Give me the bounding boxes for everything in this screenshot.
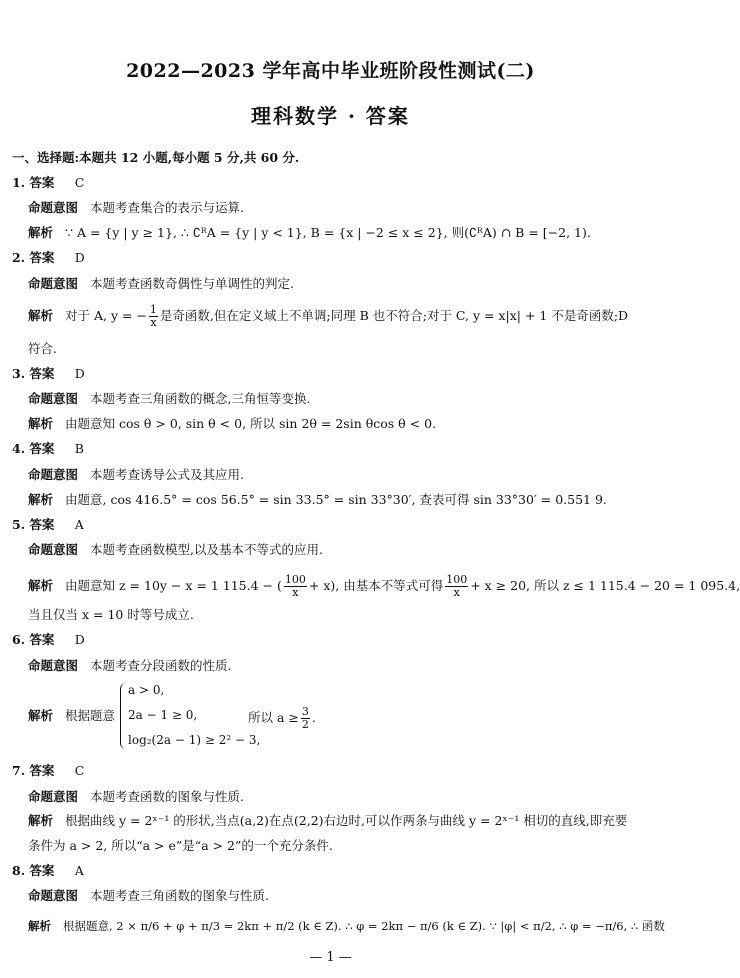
fraction (445, 574, 468, 599)
analysis-label: 解析 (28, 919, 51, 933)
case-row: a > 0, (128, 683, 165, 697)
question-number: 1. (12, 175, 26, 190)
question-5-intent (28, 542, 323, 558)
analysis-label: 解析 (28, 708, 54, 723)
intent-text: 本题考查函数模型,以及基本不等式的应用. (90, 542, 323, 557)
question-2-analysis (28, 304, 628, 329)
analysis-text: ∵ A = {y | y ≥ 1}, ∴ ∁ᴿA = {y | y < 1}, B = {x | −2 ≤ x ≤ 2}, 则(∁ᴿA) ∩ B = [−2, 1). (65, 225, 591, 240)
question-2-header (12, 250, 85, 266)
analysis-label: 解析 (28, 813, 54, 828)
fraction-denominator: 2 (301, 718, 309, 731)
question-5-analysis-cont: 当且仅当 x = 10 时等号成立. (28, 607, 194, 622)
question-8-analysis (28, 918, 665, 934)
question-6-intent (28, 658, 232, 674)
intent-label: 命题意图 (28, 467, 79, 482)
intent-text: 本题考查三角函数的图象与性质. (90, 888, 269, 903)
answer-value: C (74, 763, 85, 778)
question-6-analysis (28, 708, 115, 724)
fraction (301, 706, 310, 731)
analysis-text-continued: + x ≥ 20, 所以 z ≤ 1 115.4 − 20 = 1 095.4, (470, 578, 740, 593)
question-7-header (12, 763, 84, 779)
answer-label: 答案 (29, 175, 55, 190)
analysis-label: 解析 (28, 492, 54, 507)
question-number: 5. (12, 517, 26, 532)
result-text: 所以 a ≥ (248, 710, 299, 725)
answer-label: 答案 (29, 517, 55, 532)
intent-label: 命题意图 (28, 888, 79, 903)
fraction-numerator: 3 (301, 705, 309, 718)
page-title: 2022—2023 学年高中毕业班阶段性测试(二) (126, 60, 535, 82)
answer-label: 答案 (29, 250, 55, 265)
question-2-analysis-cont: 符合. (28, 341, 57, 356)
question-8-header (12, 863, 84, 879)
question-number: 8. (12, 863, 26, 878)
intent-text: 本题考查诱导公式及其应用. (90, 467, 244, 482)
question-6-header (12, 632, 85, 648)
question-3-header (12, 366, 85, 382)
analysis-text-continued: 是奇函数,但在定义域上不单调;同理 B 也不符合;对于 C, y = x|x| + 1 不是奇函数;D (159, 308, 629, 323)
intent-label: 命题意图 (28, 391, 79, 406)
question-number: 7. (12, 763, 26, 778)
analysis-text: 根据题意 (65, 708, 116, 723)
question-5-analysis (28, 574, 740, 599)
answer-label: 答案 (29, 863, 55, 878)
intent-label: 命题意图 (28, 276, 79, 291)
question-4-header (12, 441, 84, 457)
answer-value: B (74, 441, 84, 456)
answer-value: D (74, 366, 85, 381)
page-subtitle: 理科数学 · 答案 (251, 104, 410, 128)
answer-label: 答案 (29, 632, 55, 647)
section-heading: 一、选择题:本题共 12 小题,每小题 5 分,共 60 分. (12, 150, 300, 165)
question-4-analysis (28, 492, 607, 508)
intent-text: 本题考查三角函数的概念,三角恒等变换. (90, 391, 311, 406)
intent-label: 命题意图 (28, 789, 79, 804)
answer-value: A (74, 517, 84, 532)
question-number: 2. (12, 250, 26, 265)
question-2-intent (28, 276, 294, 292)
answer-label: 答案 (29, 366, 55, 381)
case-row: 2a − 1 ≥ 0, (128, 708, 198, 722)
fraction-denominator: x (292, 586, 299, 599)
answer-label: 答案 (29, 441, 55, 456)
fraction (149, 304, 158, 329)
analysis-text: 由题意知 cos θ > 0, sin θ < 0, 所以 sin 2θ = 2sin θcos θ < 0. (65, 416, 437, 431)
question-number: 3. (12, 366, 26, 381)
fraction-denominator: x (150, 316, 157, 329)
analysis-label: 解析 (28, 225, 54, 240)
intent-label: 命题意图 (28, 542, 79, 557)
fraction-numerator: 100 (284, 573, 306, 586)
question-7-analysis (28, 813, 627, 829)
analysis-text: 根据曲线 y = 2ˣ⁻¹ 的形状,当点(a,2)在点(2,2)右边时,可以作两条与曲线 y = 2ˣ⁻¹ 相切的直线,即充要 (65, 813, 628, 828)
question-3-intent (28, 391, 310, 407)
analysis-text: 由题意知 z = 10y − x = 1 115.4 − ( (65, 578, 282, 593)
answer-value: D (74, 250, 85, 265)
question-1-analysis (28, 225, 591, 241)
fraction-denominator: x (453, 586, 460, 599)
question-4-intent (28, 467, 244, 483)
question-6-result: 所以 a ≥ $\frac{3}{2}$ . (248, 705, 316, 731)
question-number: 4. (12, 441, 26, 456)
answer-value: A (74, 863, 84, 878)
analysis-text: 根据题意, 2 × π/6 + φ + π/3 = 2kπ + π/2 (k ∈ Z). ∴ φ = 2kπ − π/6 (k ∈ Z). ∵ |φ| < π/2, ∴ φ = −π/6, ∴ 函数 (63, 919, 665, 933)
intent-text: 本题考查集合的表示与运算. (90, 200, 244, 215)
analysis-text: 对于 A, y = − (65, 308, 147, 323)
question-7-analysis-cont: 条件为 a > 2, 所以“a > e”是“a > 2”的一个充分条件. (28, 838, 333, 853)
intent-text: 本题考查函数的图象与性质. (90, 789, 244, 804)
case-row: log₂(2a − 1) ≥ 2² − 3, (128, 733, 261, 747)
question-8-intent (28, 888, 269, 904)
intent-text: 本题考查函数奇偶性与单调性的判定. (90, 276, 294, 291)
analysis-label: 解析 (28, 578, 54, 593)
question-1-header (12, 175, 84, 191)
intent-label: 命题意图 (28, 200, 79, 215)
answer-value: C (74, 175, 85, 190)
question-5-header (12, 517, 84, 533)
question-1-intent (28, 200, 244, 216)
fraction-numerator: 1 (149, 303, 157, 316)
analysis-text: 由题意, cos 416.5° = cos 56.5° = sin 33.5° = sin 33°30′, 查表可得 sin 33°30′ = 0.551 9. (65, 492, 607, 507)
fraction-numerator: 100 (446, 573, 468, 586)
answer-value: D (74, 632, 85, 647)
fraction (284, 574, 307, 599)
question-3-analysis (28, 416, 436, 432)
answer-label: 答案 (29, 763, 55, 778)
analysis-label: 解析 (28, 416, 54, 431)
analysis-label: 解析 (28, 308, 54, 323)
intent-label: 命题意图 (28, 658, 79, 673)
question-number: 6. (12, 632, 26, 647)
page-number: — 1 — (309, 950, 352, 965)
question-7-intent (28, 789, 244, 805)
intent-text: 本题考查分段函数的性质. (90, 658, 232, 673)
analysis-text-middle: + x), 由基本不等式可得 (308, 578, 444, 593)
